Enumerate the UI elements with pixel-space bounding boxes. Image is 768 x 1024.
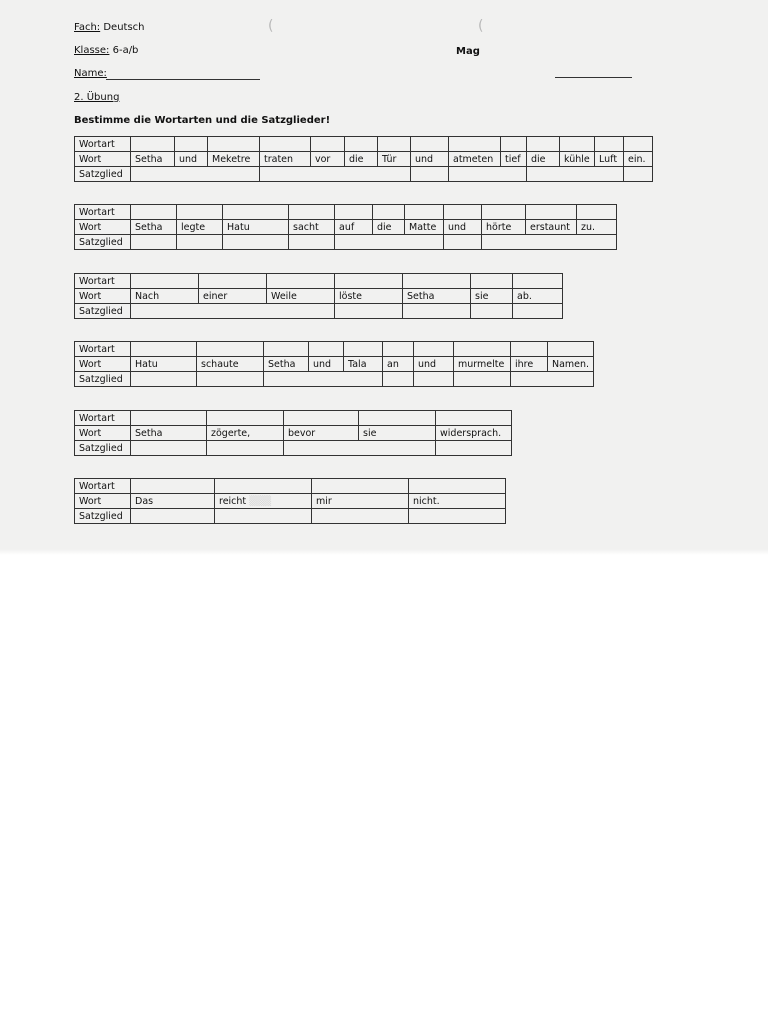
row-label-wortart: Wortart [75,342,131,357]
row-label-wortart: Wortart [75,411,131,426]
word-cell: Meketre [208,152,260,167]
word-cell: sacht [289,220,335,235]
answer-cell[interactable] [131,167,260,182]
word-cell: Tala [344,357,383,372]
answer-cell[interactable] [449,167,527,182]
answer-cell[interactable] [223,235,289,250]
answer-cell[interactable] [289,235,335,250]
word-cell: mir [312,494,409,509]
word-cell: zögerte, [207,426,284,441]
row-label-satzglied: Satzglied [75,235,131,250]
word-cell: bevor [284,426,359,441]
answer-cell[interactable] [131,509,215,524]
name-line [74,68,107,79]
answer-cell[interactable] [215,509,312,524]
word-cell: die [527,152,560,167]
row-label-wort: Wort [75,289,131,304]
answer-cell[interactable] [624,167,653,182]
word-cell: ihre [511,357,548,372]
word-cell: Setha [264,357,309,372]
date-blank[interactable] [555,77,632,78]
row-wort [75,152,653,167]
row-label-satzglied: Satzglied [75,509,131,524]
word-cell: hörte [482,220,526,235]
answer-cell[interactable] [454,372,511,387]
answer-cell[interactable] [335,304,403,319]
row-label-satzglied: Satzglied [75,167,131,182]
word-text: reicht [219,495,247,507]
answer-cell[interactable] [444,235,482,250]
word-cell: legte [177,220,223,235]
answer-cell[interactable] [131,304,335,319]
word-cell: und [414,357,454,372]
class-line [74,45,138,56]
word-cell: Hatu [223,220,289,235]
word-cell: murmelte [454,357,511,372]
answer-cell[interactable] [403,304,471,319]
answer-cell[interactable] [131,372,197,387]
word-cell: auf [335,220,373,235]
answer-cell[interactable] [177,235,223,250]
word-cell: atmeten [449,152,501,167]
answer-cell[interactable] [335,235,444,250]
smudge-mark: ▒▒▒ [249,495,272,507]
word-cell: Luft [595,152,624,167]
answer-cell[interactable] [131,441,207,456]
answer-cell[interactable] [197,372,264,387]
word-cell: vor [311,152,345,167]
row-wort [75,220,617,235]
row-wort [75,289,563,304]
word-cell: Das [131,494,215,509]
row-label-wortart: Wortart [75,274,131,289]
answer-cell[interactable] [513,304,563,319]
name-label: Name: [74,68,107,79]
class-value: 6-a/b [112,45,139,56]
subject-line [74,22,145,33]
answer-cell[interactable] [260,167,411,182]
row-satzglied [75,372,594,387]
word-cell: traten [260,152,311,167]
teacher-name: Mag [456,46,480,57]
word-cell: sie [359,426,436,441]
word-cell: Namen. [548,357,594,372]
word-cell: sie [471,289,513,304]
word-cell: Weile [267,289,335,304]
word-cell: und [309,357,344,372]
word-cell [215,494,312,509]
row-label-satzglied: Satzglied [75,441,131,456]
word-cell: erstaunt [526,220,577,235]
row-wortart [75,342,594,357]
row-wortart [75,274,563,289]
row-wort [75,357,594,372]
hole-punch-mark: ( [478,18,484,34]
exercise-table-1 [74,136,653,182]
word-cell: Setha [131,152,175,167]
exercise-table-6 [74,478,506,524]
answer-cell[interactable] [264,372,383,387]
word-cell: Nach [131,289,199,304]
word-cell: und [411,152,449,167]
class-label: Klasse: [74,45,110,56]
row-label-wortart: Wortart [75,479,131,494]
row-wortart [75,205,617,220]
word-cell: zu. [577,220,617,235]
exercise-table-5 [74,410,512,456]
row-label-wortart: Wortart [75,137,131,152]
word-cell: an [383,357,414,372]
hole-punch-mark: ( [268,18,274,34]
row-wort [75,426,512,441]
word-cell: ein. [624,152,653,167]
word-cell: löste [335,289,403,304]
row-label-satzglied: Satzglied [75,372,131,387]
row-satzglied [75,235,617,250]
name-blank[interactable] [106,79,260,80]
answer-cell[interactable] [284,441,436,456]
row-label-wort: Wort [75,220,131,235]
word-cell: nicht. [409,494,506,509]
exercise-table-4 [74,341,594,387]
instruction: Bestimme die Wortarten und die Satzglieder! [74,115,331,126]
answer-cell[interactable] [411,167,449,182]
word-cell: die [345,152,378,167]
subject-label: Fach: [74,22,101,33]
word-cell: und [444,220,482,235]
word-cell: einer [199,289,267,304]
exercise-table-3 [74,273,563,319]
answer-cell[interactable] [409,509,506,524]
word-cell: Setha [131,220,177,235]
row-label-wort: Wort [75,426,131,441]
row-wort [75,494,506,509]
row-label-wortart: Wortart [75,205,131,220]
word-cell: und [175,152,208,167]
word-cell: ab. [513,289,563,304]
answer-cell[interactable] [471,304,513,319]
word-cell: Tür [378,152,411,167]
answer-cell[interactable] [414,372,454,387]
row-label-wort: Wort [75,494,131,509]
row-label-satzglied: Satzglied [75,304,131,319]
exercise-title: 2. Übung [74,92,120,103]
row-label-wort: Wort [75,357,131,372]
row-satzglied [75,167,653,182]
word-cell: Hatu [131,357,197,372]
answer-cell[interactable] [207,441,284,456]
word-cell: die [373,220,405,235]
row-satzglied [75,441,512,456]
row-satzglied [75,304,563,319]
word-cell: widersprach. [436,426,512,441]
answer-cell[interactable] [312,509,409,524]
word-cell: kühle [560,152,595,167]
answer-cell[interactable] [131,235,177,250]
word-cell: tief [501,152,527,167]
row-wortart [75,479,506,494]
answer-cell[interactable] [436,441,512,456]
row-wortart [75,137,653,152]
exercise-table-2 [74,204,617,250]
row-wortart [75,411,512,426]
subject-value: Deutsch [103,22,145,33]
word-cell: Matte [405,220,444,235]
answer-cell[interactable] [527,167,624,182]
answer-cell[interactable] [511,372,594,387]
word-cell: Setha [131,426,207,441]
word-cell: schaute [197,357,264,372]
word-cell: Setha [403,289,471,304]
answer-cell[interactable] [383,372,414,387]
row-label-wort: Wort [75,152,131,167]
answer-cell[interactable] [482,235,617,250]
row-satzglied [75,509,506,524]
